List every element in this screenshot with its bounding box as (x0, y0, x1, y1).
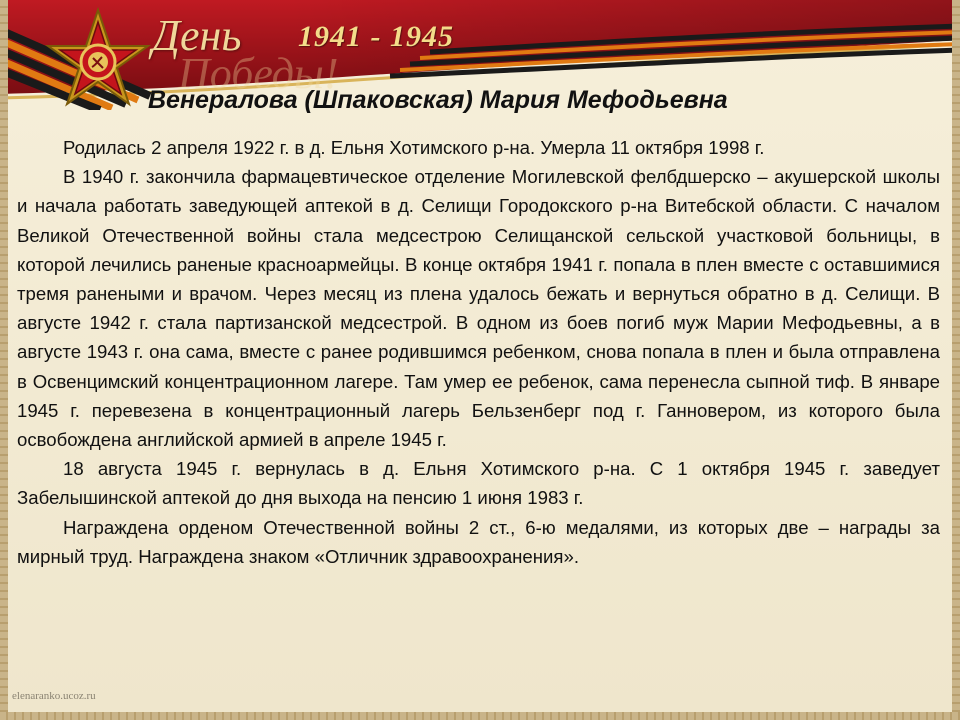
frame-right (952, 0, 960, 720)
page-title: Венералова (Шпаковская) Мария Мефодьевна (148, 86, 728, 114)
banner-years-text: 1941 - 1945 (298, 20, 454, 53)
banner-pobedy-text: Победы! (178, 49, 339, 98)
biography-text (17, 133, 940, 571)
paragraph-birth: Родилась 2 апреля 1922 г. в д. Ельня Хотимского р-на. Умерла 11 октября 1998 г. (63, 137, 765, 158)
paragraph-awards: Награждена орденом Отечественной войны 2 ст., 6-ю медалями, из которых две – награды за мирный труд. Награждена знаком «Отличник здравоохранения». (17, 516, 940, 567)
paragraph-war: В 1940 г. закончила фармацевтическое отделение Могилевской фелбдшерско – акушерской школы и начала работать заведующей аптекой в д. Селищи Городокского р-на Витебской области. С началом Великой Отечественной войны стала медсестрою Селищанской сельской участковой больницы, в которой лечились раненые красноармейцы. В конце октября 1941 г. попала в плен вместе с оставшимися тремя ранеными и врачом. Через месяц из плена удалось бежать и вернуться обратно в д. Селищи. В августе 1942 г. стала партизанской медсестрой. В одном из боев погиб муж Марии Мефодьевны, а в августе 1943 г. она сама, вместе с ранее родившимся ребенком, снова попала в плен и была отправлена в Освенцимский концентрационном лагере. Там умер ее ребенок, сама перенесла сыпной тиф. В январе 1945 г. перевезена в концентрационный лагерь Бельзенберг под г. Ганновером, из которого была освобождена английской армией в апреле 1945 г. (17, 166, 940, 451)
frame-bottom (0, 712, 960, 720)
watermark: elenaranko.ucoz.ru (12, 690, 96, 702)
paragraph-return: 18 августа 1945 г. вернулась в д. Ельня Хотимского р-на. С 1 октября 1945 г. заведует Забелышинской аптекой до дня выхода на пенсию 1 июня 1983 г. (17, 458, 940, 509)
frame-left (0, 0, 8, 720)
banner-den-text: День (152, 11, 242, 60)
